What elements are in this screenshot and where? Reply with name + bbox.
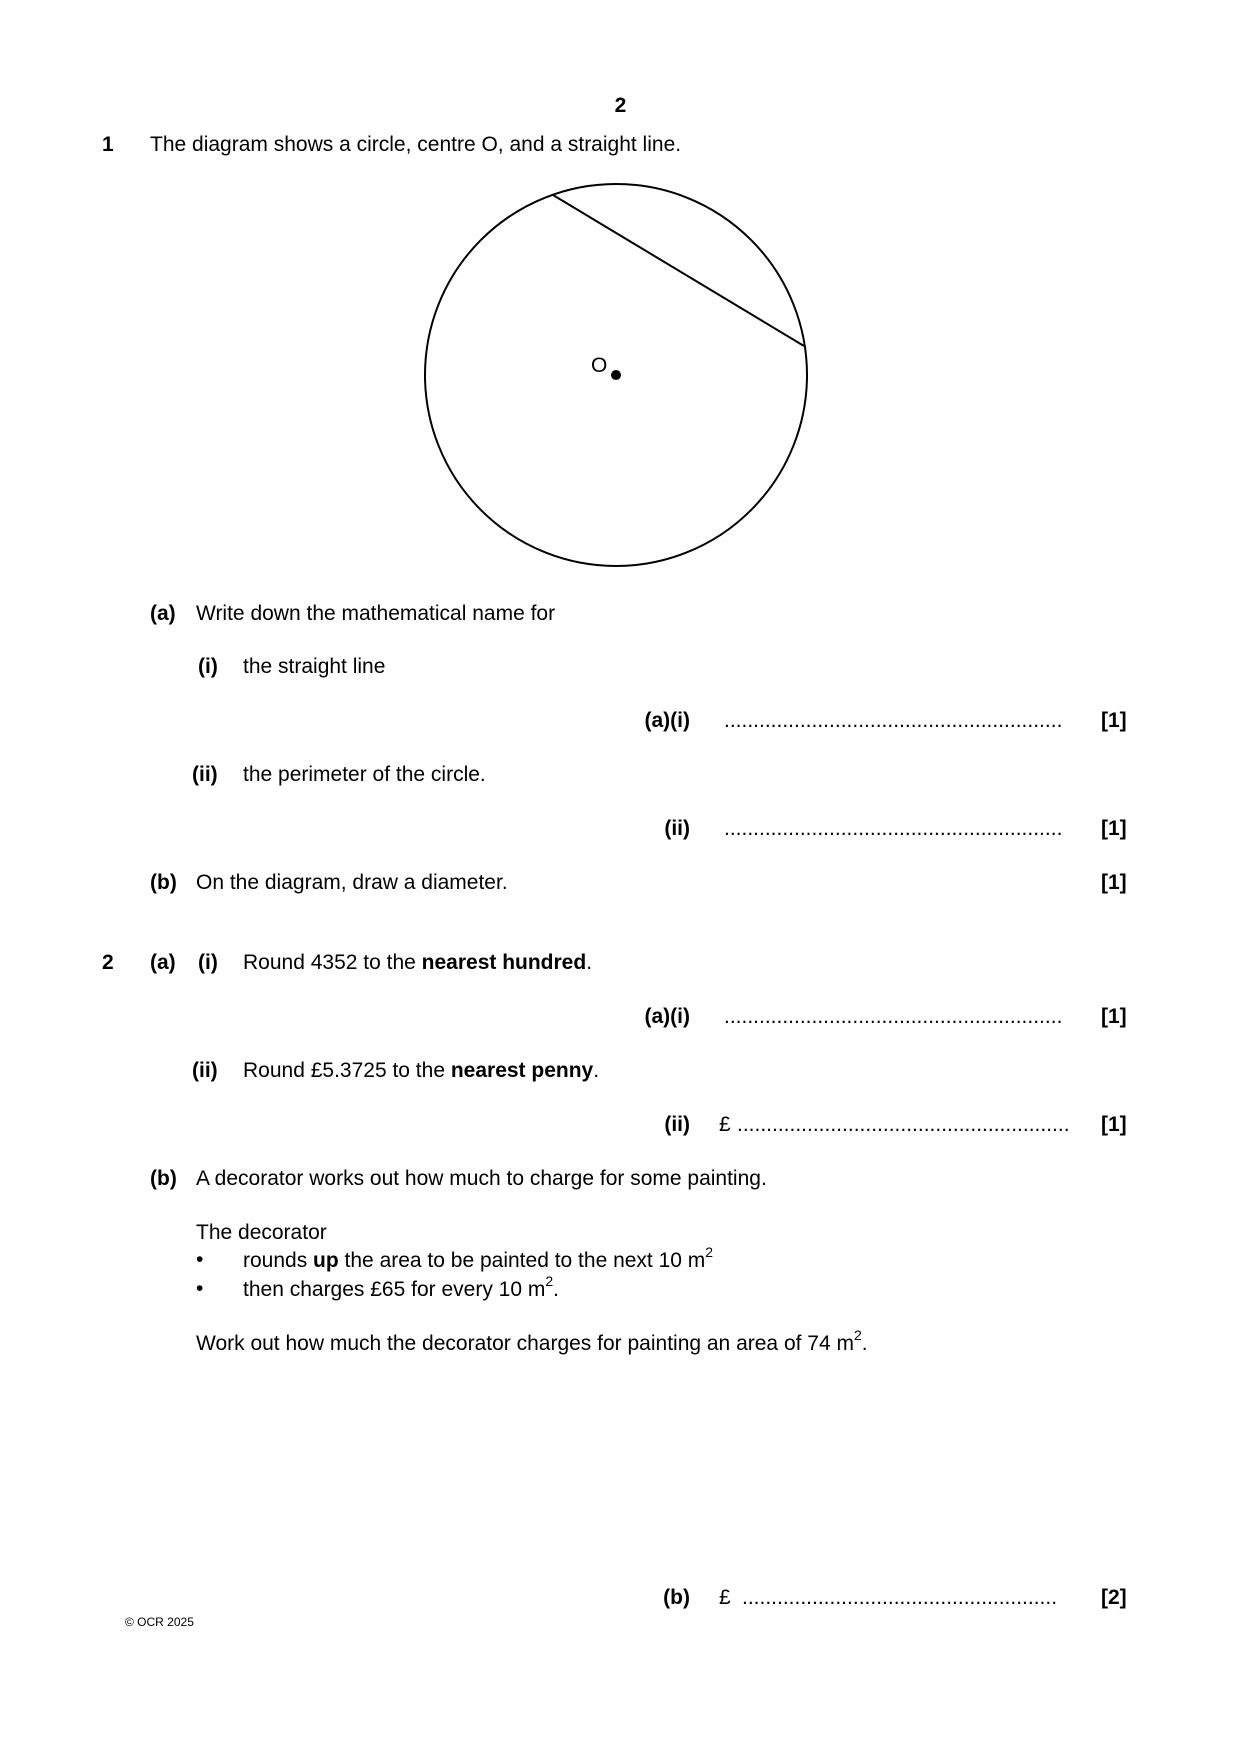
page-number: 2 — [614, 94, 627, 117]
bullet-2-marker: • — [196, 1277, 204, 1300]
q1-part-a-text: Write down the mathematical name for — [196, 602, 556, 625]
q2-a-ii-answer-line[interactable]: ......................................................... — [737, 1113, 1070, 1136]
q1-a-i-answer-line[interactable]: .......................................................... — [724, 709, 1063, 732]
q1-a-ii-label: (ii) — [192, 763, 218, 786]
q2-part-b-label: (b) — [150, 1167, 177, 1190]
q2-a-ii-answer-label: (ii) — [664, 1113, 690, 1136]
q2-a-i-marks: [1] — [1101, 1005, 1127, 1028]
centre-label: O — [591, 354, 608, 377]
q1-a-ii-answer-line[interactable]: .......................................................... — [724, 817, 1063, 840]
q1-a-i-marks: [1] — [1101, 709, 1127, 732]
q1-a-ii-answer-label: (ii) — [664, 817, 690, 840]
q2-b-answer-label: (b) — [663, 1586, 690, 1609]
q2-b-currency: £ — [719, 1586, 731, 1609]
q2-a-ii-text: Round £5.3725 to the nearest penny. — [243, 1059, 600, 1082]
q1-a-i-text: the straight line — [243, 655, 386, 678]
question-1-stem: The diagram shows a circle, centre O, and a straight line. — [150, 133, 682, 156]
q2-a-i-text: Round 4352 to the nearest hundred. — [243, 951, 593, 974]
q1-a-i-answer-label: (a)(i) — [644, 709, 690, 732]
q1-a-i-label: (i) — [198, 655, 218, 678]
q2-a-i-answer-line[interactable]: .......................................................... — [724, 1005, 1063, 1028]
q2-part-b-text: A decorator works out how much to charge for some painting. — [196, 1167, 767, 1190]
q2-a-ii-currency: £ — [719, 1113, 731, 1136]
q2-b-task: Work out how much the decorator charges for painting an area of 74 $m^2$. — [196, 1327, 868, 1355]
q1-a-ii-text: the perimeter of the circle. — [243, 763, 486, 786]
question-2-number: 2 — [102, 951, 114, 974]
q2-a-ii-label: (ii) — [192, 1059, 218, 1082]
q2-b-intro: The decorator — [196, 1221, 327, 1244]
q1-b-marks: [1] — [1101, 871, 1127, 894]
question-1-number: 1 — [102, 133, 114, 156]
chord-line — [553, 195, 804, 346]
q2-part-a-label: (a) — [150, 951, 176, 974]
q2-a-i-label: (i) — [198, 951, 218, 974]
q2-a-ii-marks: [1] — [1101, 1113, 1127, 1136]
bullet-2-text: then charges £65 for every 10 $m^2$. — [243, 1273, 559, 1301]
copyright-footer: © OCR 2025 — [125, 1615, 194, 1629]
centre-point — [611, 370, 621, 380]
q1-part-a-label: (a) — [150, 602, 176, 625]
q2-a-i-answer-label: (a)(i) — [644, 1005, 690, 1028]
q1-a-ii-marks: [1] — [1101, 817, 1127, 840]
bullet-1-text: rounds up the area to be painted to the next 10 $m^2$ — [243, 1244, 714, 1272]
q1-part-b-label: (b) — [150, 871, 177, 894]
q2-b-marks: [2] — [1101, 1586, 1127, 1609]
q1-part-b-text: On the diagram, draw a diameter. — [196, 871, 508, 894]
q2-b-answer-line[interactable]: ...................................................... — [742, 1586, 1058, 1609]
bullet-1-marker: • — [196, 1248, 204, 1271]
